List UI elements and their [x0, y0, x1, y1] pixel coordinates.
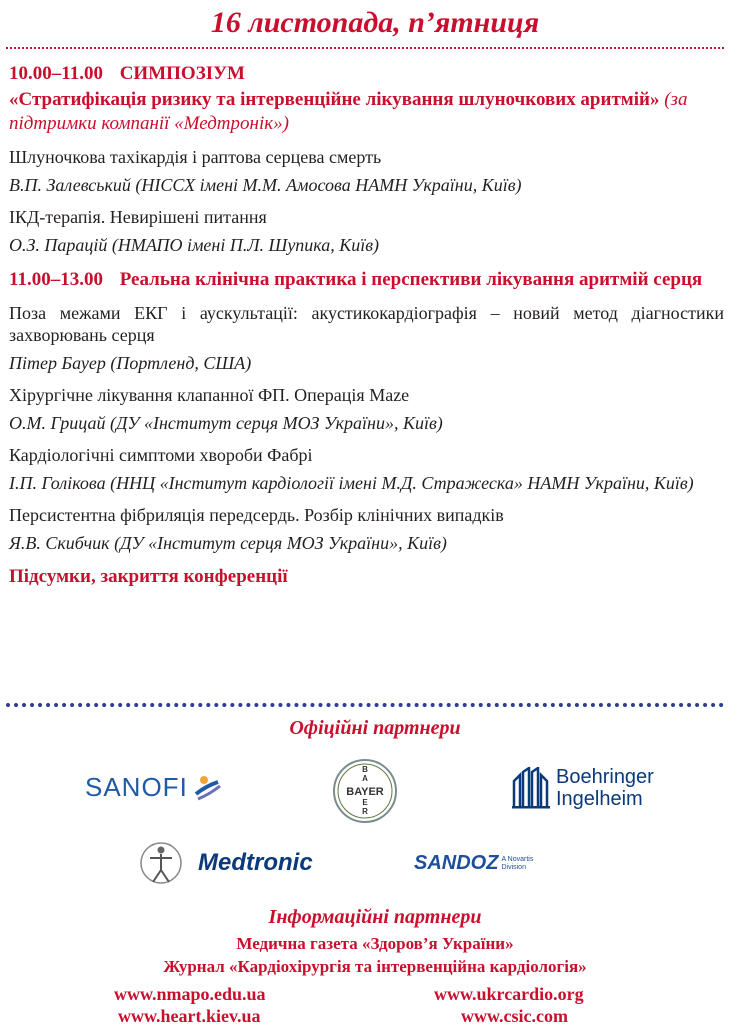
session2-time: 11.00–13.00 — [9, 269, 103, 290]
page-title: 16 листопада, п’ятниця — [210, 6, 540, 39]
closing-line: Підсумки, закриття конференції — [9, 566, 288, 587]
talk-title: Хірургічне лікування клапанної ФП. Операція Maze — [9, 385, 410, 405]
boehringer-logo — [512, 766, 654, 810]
symposium-header — [9, 62, 724, 86]
sanofi-logo — [85, 772, 226, 803]
medtronic-logo — [136, 840, 313, 886]
talk-speaker: Пітер Бауер (Портленд, США) — [9, 353, 252, 373]
session2-title: Реальна клінічна практика і перспективи лікування аритмій серця — [119, 269, 703, 290]
sandoz-wordmark: SANDOZ — [414, 852, 499, 874]
talk-title: Шлуночкова тахікардія і раптова серцева смерть — [9, 147, 382, 167]
talk-speaker: В.П. Залевський (НІССХ імені М.М. Амосова НАМН України, Київ) — [9, 175, 522, 195]
talk-speaker: Я.В. Скибчик (ДУ «Інститут серця МОЗ України», Київ) — [9, 533, 447, 553]
sanofi-wordmark: SANOFI — [85, 772, 188, 802]
talk-title: ІКД-терапія. Невирішені питання — [9, 207, 267, 227]
info-partners-title: Інформаційні партнери — [268, 906, 482, 928]
svg-text:R: R — [362, 807, 368, 816]
official-partners-title: Офіційні партнери — [289, 717, 461, 739]
talk-title: Кардіологічні симптоми хвороби Фабрі — [9, 445, 313, 465]
medtronic-figure-icon — [136, 840, 186, 886]
talk-speaker: І.П. Голікова (ННЦ «Інститут кардіології імені М.Д. Стражеска» НАМН України, Київ) — [9, 473, 694, 493]
sandoz-division: A Novartis Division — [501, 855, 534, 871]
talk-title: Поза межами ЕКГ і аускультації: акустикокардіографія – новий метод діагностики захворювань серця — [9, 303, 724, 345]
svg-text:B: B — [362, 765, 368, 774]
section-divider — [6, 703, 724, 707]
svg-text:A: A — [362, 774, 368, 783]
symposium-label: СИМПОЗІУМ — [119, 63, 245, 84]
talk-speaker: О.М. Грицай (ДУ «Інститут серця МОЗ України», Київ) — [9, 413, 443, 433]
svg-text:E: E — [362, 798, 368, 807]
medtronic-wordmark: Medtronic — [198, 849, 313, 876]
website-link[interactable]: www.heart.kiev.ua — [118, 1006, 261, 1026]
website-link[interactable]: www.nmapo.edu.ua — [114, 984, 266, 1004]
info-partner-newspaper: Медична газета «Здоров’я України» — [236, 934, 514, 953]
bayer-logo — [332, 758, 398, 829]
bayer-cross-icon — [332, 758, 398, 824]
title-divider — [6, 47, 724, 49]
info-partner-journal: Журнал «Кардіохірургія та інтервенційна кардіологія» — [163, 957, 587, 976]
website-link[interactable]: www.csic.com — [461, 1006, 568, 1026]
website-link[interactable]: www.ukrcardio.org — [434, 984, 584, 1004]
symposium-title-block — [9, 88, 724, 136]
sandoz-logo — [414, 852, 533, 875]
symposium-title: «Стратифікація ризику та інтервенційне лікування шлуночкових аритмій» — [9, 89, 660, 110]
sanofi-swirl-icon — [192, 772, 226, 802]
session2-header — [9, 268, 724, 292]
boehringer-wordmark: Boehringer Ingelheim — [556, 766, 654, 810]
talk-title: Персистентна фібриляція передсердь. Розбір клінічних випадків — [9, 505, 504, 525]
symposium-sponsor-note: (за підтримки компанії «Медтронік») — [9, 89, 688, 134]
symposium-time: 10.00–11.00 — [9, 63, 103, 84]
boehringer-building-icon — [512, 767, 552, 809]
talk-speaker: О.З. Парацій (НМАПО імені П.Л. Шупика, Київ) — [9, 235, 380, 255]
program-content — [9, 62, 724, 588]
bayer-wordmark: BAYER — [346, 786, 384, 798]
